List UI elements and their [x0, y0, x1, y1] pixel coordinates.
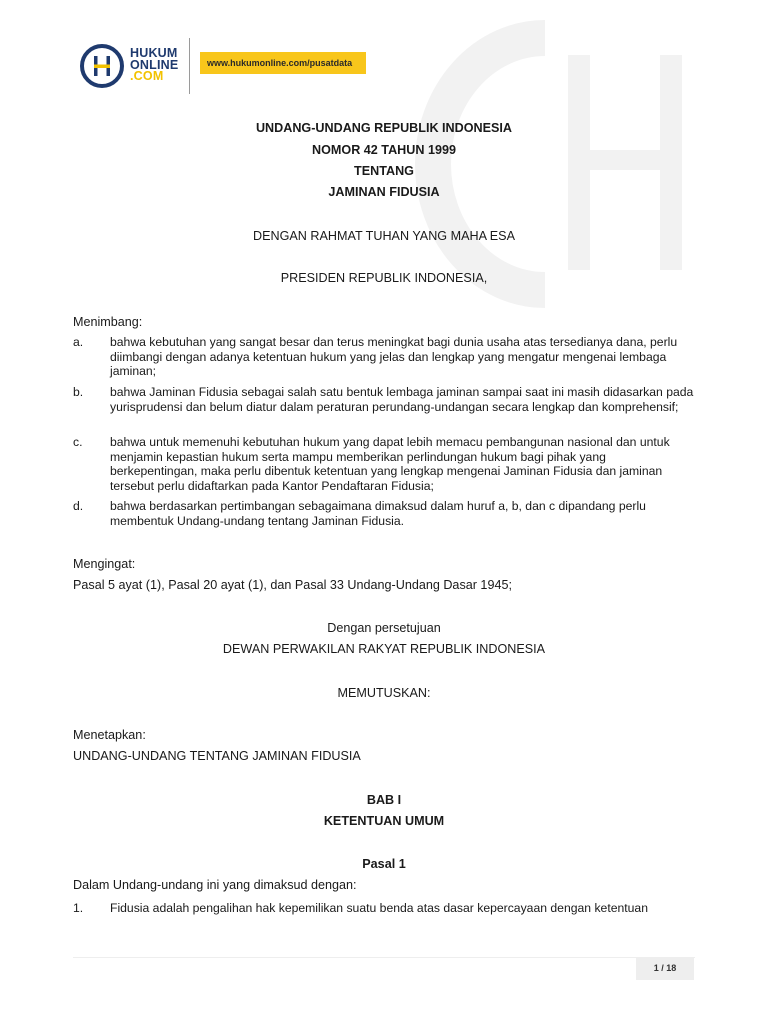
title-line-1: UNDANG-UNDANG REPUBLIK INDONESIA	[255, 121, 513, 135]
logo-line-3: .COM	[130, 69, 164, 83]
persetujuan-line-1: Dengan persetujuan	[327, 621, 441, 635]
persetujuan-line-2: DEWAN PERWAKILAN RAKYAT REPUBLIK INDONESIA	[222, 642, 546, 656]
list-text: bahwa berdasarkan pertimbangan sebagaimana dimaksud dalam huruf a, b, dan c dipandang perlu membentuk Undang-undang tentang Jaminan Fidusia.	[110, 499, 646, 528]
title-line-3: TENTANG	[354, 164, 414, 178]
list-text: Fidusia adalah pengalihan hak kepemilikan suatu benda atas dasar kepercayaan dengan ketentuan	[110, 901, 648, 915]
list-marker: b.	[73, 385, 84, 399]
pasal-item-1	[73, 901, 695, 916]
header-divider	[189, 38, 190, 94]
menimbang-item-b	[73, 385, 695, 414]
list-marker: 1.	[73, 901, 84, 915]
title-line-2: NOMOR 42 TAHUN 1999	[312, 143, 456, 157]
mengingat-heading: Mengingat:	[73, 557, 136, 571]
menimbang-item-c	[73, 435, 695, 493]
logo-wordmark	[130, 48, 178, 83]
page-number-badge: 1 / 18	[636, 958, 694, 980]
bab-number: BAB I	[366, 793, 402, 807]
menimbang-item-a	[73, 335, 695, 379]
menetapkan-text: UNDANG-UNDANG TENTANG JAMINAN FIDUSIA	[73, 749, 361, 763]
list-text: bahwa untuk memenuhi kebutuhan hukum yang dapat lebih memacu pembangunan nasional dan untuk menjamin kepastian hukum serta mampu memberikan perlindungan hukum bagi pihak yang berkepentingan, maka perlu dibentuk ketentuan yang lengkap mengenai Jaminan Fidusia dan jaminan tersebut perlu didaftarkan pada Kantor Pendaftaran Fidusia;	[110, 435, 670, 493]
document-header	[78, 38, 378, 96]
list-text: bahwa kebutuhan yang sangat besar dan terus meningkat bagi dunia usaha atas tersedianya dana, perlu diimbangi dengan adanya ketentuan hukum yang jelas dan lengkap yang mengatur mengenai lembaga jaminan;	[110, 335, 678, 379]
menetapkan-heading: Menetapkan:	[73, 728, 146, 742]
preamble-presiden: PRESIDEN REPUBLIK INDONESIA,	[280, 271, 488, 285]
hukumonline-logo-icon[interactable]	[78, 42, 126, 90]
bab-title: KETENTUAN UMUM	[323, 814, 445, 828]
mengingat-text: Pasal 5 ayat (1), Pasal 20 ayat (1), dan Pasal 33 Undang-Undang Dasar 1945;	[73, 578, 512, 592]
pasal-title: Pasal 1	[362, 857, 406, 871]
footer-divider	[73, 957, 695, 958]
list-marker: d.	[73, 499, 84, 513]
list-marker: c.	[73, 435, 83, 449]
menimbang-item-d	[73, 499, 695, 528]
preamble-rahmat: DENGAN RAHMAT TUHAN YANG MAHA ESA	[253, 229, 515, 243]
memutuskan-heading: MEMUTUSKAN:	[337, 686, 431, 700]
pasal-intro: Dalam Undang-undang ini yang dimaksud dengan:	[73, 878, 357, 892]
logo-line-2: ONLINE	[130, 57, 179, 72]
site-url-link[interactable]: www.hukumonline.com/pusatdata	[200, 52, 366, 74]
logo-line-1: HUKUM	[130, 46, 178, 60]
list-marker: a.	[73, 335, 84, 349]
list-text: bahwa Jaminan Fidusia sebagai salah satu bentuk lembaga jaminan sampai saat ini masih didasarkan pada yurisprudensi dan belum diatur dalam peraturan perundang-undangan secara lengkap dan komprehensif;	[110, 385, 694, 414]
title-line-4: JAMINAN FIDUSIA	[328, 185, 440, 199]
menimbang-heading: Menimbang:	[73, 315, 143, 329]
